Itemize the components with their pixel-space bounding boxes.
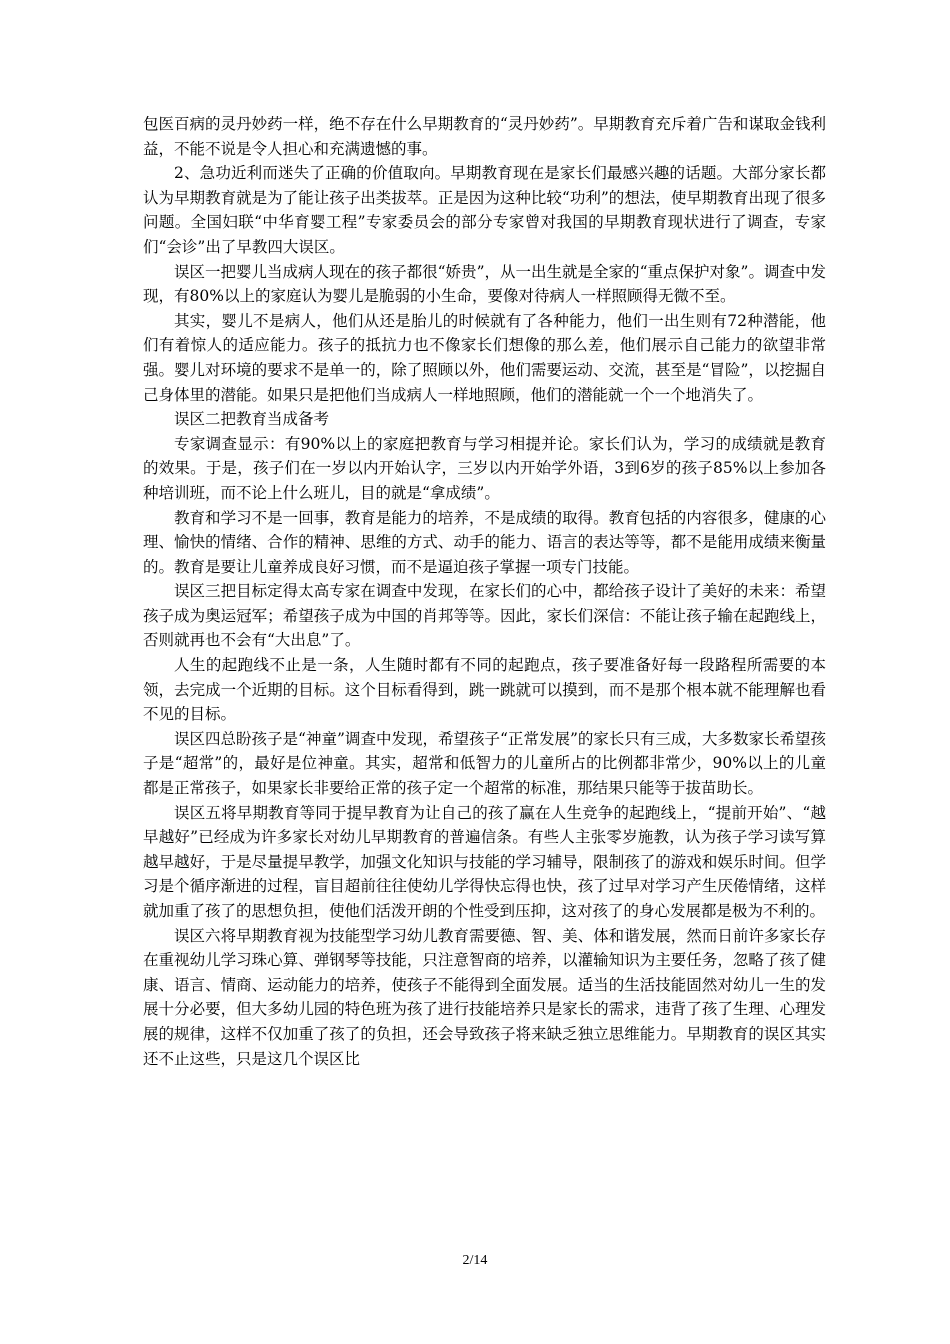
paragraph-myth-5: 误区五将早期教育等同于提早教育为让自己的孩了赢在人生竞争的起跑线上，“提前开始”、“越早越好”已经成为许多家长对幼儿早期教育的普遍信条。有些人主张零岁施教，认为孩子学习读写算越早越好，于是尽量提早教学，加强文化知识与技能的学习辅导，限制孩了的游戏和娱乐时间。但学习是个循序渐进的过程，盲目超前往往使幼儿学得快忘得也快，孩了过早对学习产生厌倦情绪，这样就加重了孩了的思想负担，使他们活泼开朗的个性受到压抑，这对孩了的身心发展都是极为不利的。	[143, 803, 826, 920]
paragraph-continued-intro: 包医百病的灵丹妙药一样，绝不存在什么早期教育的“灵丹妙药”。早期教育充斥着广告和谋取金钱利益，不能不说是令人担心和充满遗憾的事。	[143, 115, 826, 158]
paragraph-myth-2-survey: 专家调查显示：有90%以上的家庭把教育与学习相提并论。家长们认为，学习的成绩就是教育的效果。于是，孩子们在一岁以内开始认字，三岁以内开始学外语，3到6岁的孩子85%以上参加各种培训班，而不论上什么班儿，目的就是“拿成绩”。	[143, 434, 826, 502]
paragraph-point-2: 2、急功近利而迷失了正确的价值取向。早期教育现在是家长们最感兴趣的话题。大部分家长都认为早期教育就是为了能让孩子出类拔萃。正是因为这种比较“功利”的想法，使早期教育出现了很多问题。全国妇联“中华育婴工程”专家委员会的部分专家曾对我国的早期教育现状进行了调查，专家们“会诊”出了早教四大误区。	[143, 164, 826, 256]
paragraph-myth-4: 误区四总盼孩子是“神童”调查中发现，希望孩子“正常发展”的家长只有三成，大多数家长希望孩子是“超常”的，最好是位神童。其实，超常和低智力的儿童所占的比例都非常少，90%以上的儿童都是正常孩子，如果家长非要给正常的孩子定一个超常的标准，那结果只能等于拔苗助长。	[143, 729, 826, 798]
paragraph-myth-3-explanation: 人生的起跑线不止是一条，人生随时都有不同的起跑点，孩子要准备好每一段路程所需要的本领，去完成一个近期的目标。这个目标看得到，跳一跳就可以摸到，而不是那个根本就不能理解也看不见的目标。	[143, 656, 826, 724]
paragraph-myth-1-explanation: 其实，婴儿不是病人，他们从还是胎儿的时候就有了各种能力，他们一出生则有72种潜能，他们有着惊人的适应能力。孩子的抵抗力也不像家长们想像的那么差，他们展示自己能力的欲望非常强。婴儿对环境的要求不是单一的，除了照顾以外，他们需要运动、交流，甚至是“冒险”，以挖掘自己身体里的潜能。如果只是把他们当成病人一样地照顾，他们的潜能就一个一个地消失了。	[143, 311, 826, 404]
document-body	[143, 112, 826, 1071]
paragraph-myth-3: 误区三把目标定得太高专家在调查中发现，在家长们的心中，都给孩子设计了美好的未来：希望孩子成为奥运冠军；希望孩子成为中国的肖邦等等。因此，家长们深信：不能让孩子输在起跑线上，否则就再也不会有“大出息”了。	[143, 582, 826, 650]
paragraph-myth-2-heading: 误区二把教育当成备考	[174, 410, 330, 429]
paragraph-myth-6: 误区六将早期教育视为技能型学习幼儿教育需要德、智、美、体和谐发展，然而日前许多家长存在重视幼儿学习珠心算、弹钢琴等技能，只注意智商的培养，以灌输知识为主要任务，忽略了孩了健康、语言、情商、运动能力的培养，使孩子不能得到全面发展。适当的生活技能固然对幼儿一生的发展十分必要，但大多幼儿园的特色班为孩了进行技能培养只是家长的需求，违背了孩了生理、心理发展的规律，这样不仅加重了孩了的负担，还会导致孩子将来缺乏独立思维能力。早期教育的误区其实还不止这些，只是这几个误区比	[143, 926, 826, 1068]
paragraph-myth-2-explanation: 教育和学习不是一回事，教育是能力的培养，不是成绩的取得。教育包括的内容很多，健康的心理、愉快的情绪、合作的精神、思维的方式、动手的能力、语言的表达等等，都不是能用成绩来衡量的。教育是要让儿童养成良好习惯，而不是逼迫孩子掌握一项专门技能。	[143, 508, 826, 576]
paragraph-myth-1: 误区一把婴儿当成病人现在的孩子都很“娇贵”，从一出生就是全家的“重点保护对象”。调查中发现，有80%以上的家庭认为婴儿是脆弱的小生命，要像对待病人一样照顾得无微不至。	[143, 262, 826, 306]
page-number: 2/14	[462, 1253, 488, 1268]
